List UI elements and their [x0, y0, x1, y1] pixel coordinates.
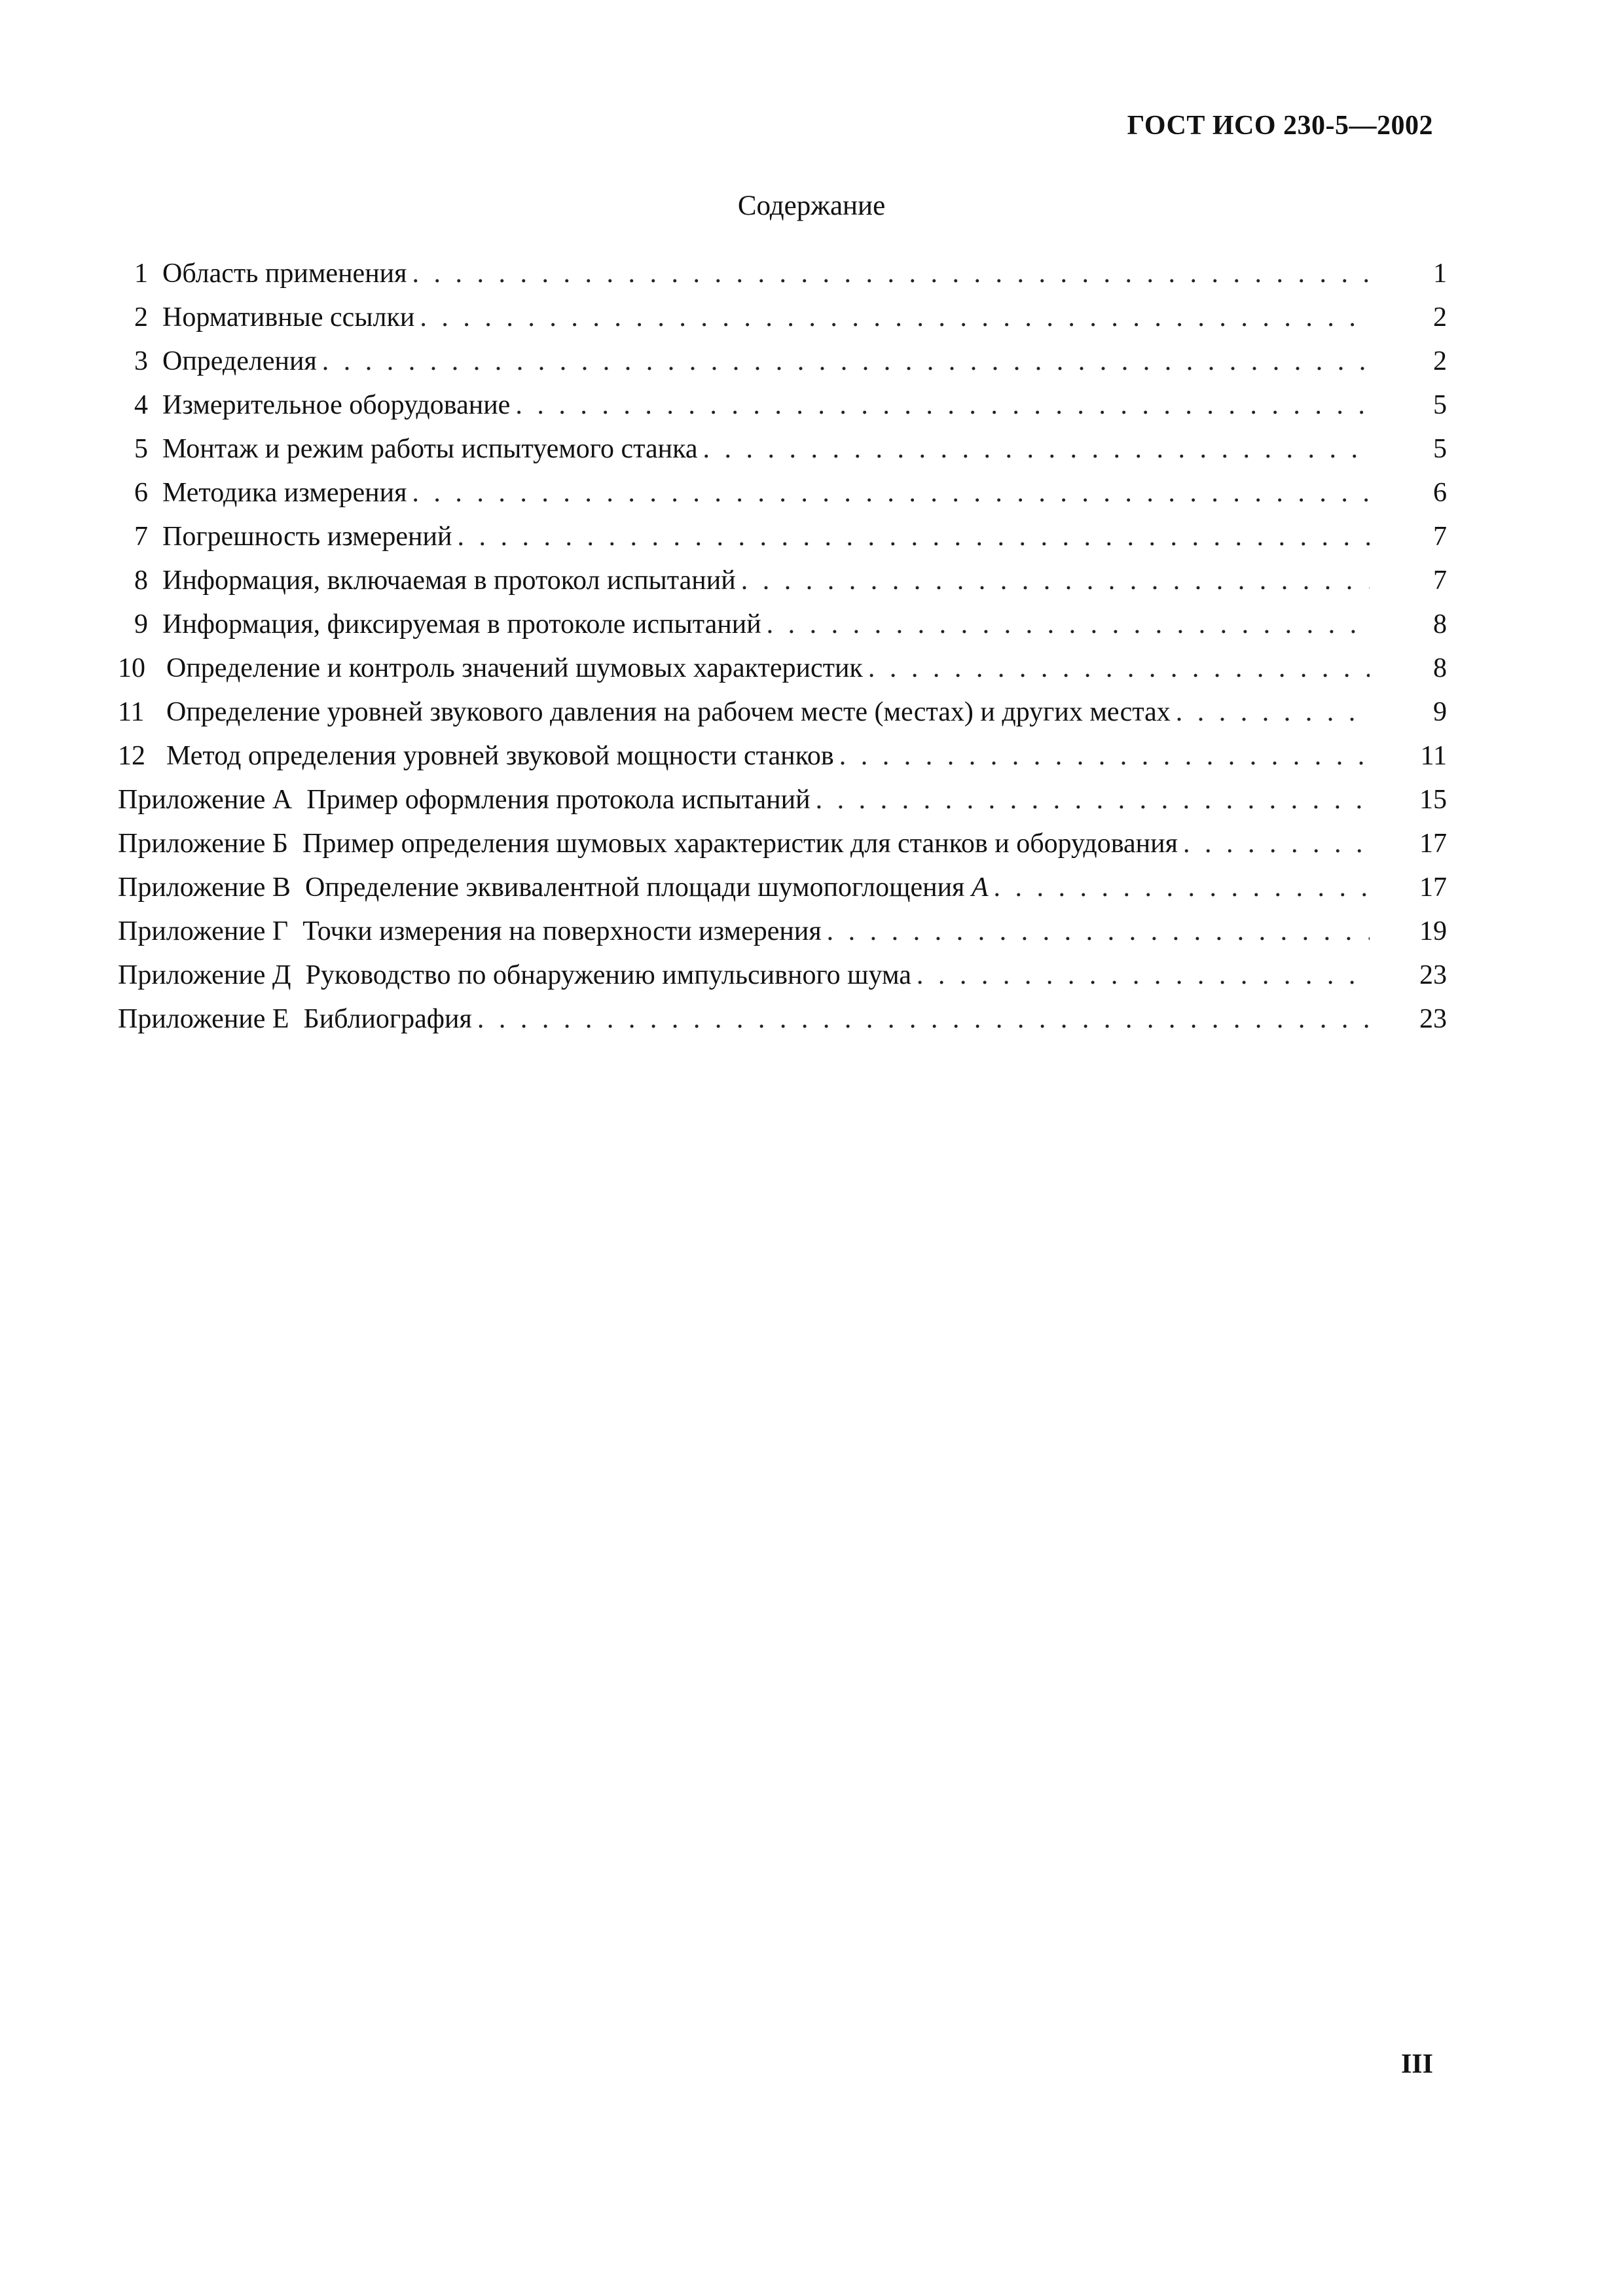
toc-leader-dots	[477, 997, 1370, 1041]
toc-entry-number: 11	[118, 697, 145, 727]
toc-appendix-entry[interactable]	[118, 954, 1447, 997]
document-code: ГОСТ ИСО 230-5—2002	[1127, 111, 1433, 141]
table-of-contents	[118, 252, 1447, 1041]
toc-entry-page: 7	[1433, 565, 1447, 596]
toc-entry-page: 17	[1419, 872, 1447, 903]
toc-entry[interactable]	[118, 296, 1447, 340]
toc-entry-page: 23	[1419, 1004, 1447, 1034]
toc-entry-title: Пример определения шумовых характеристик для станков и оборудования	[302, 829, 1178, 859]
toc-entry-title: Метод определения уровней звуковой мощности станков	[166, 741, 834, 771]
toc-appendix-entry[interactable]	[118, 778, 1447, 822]
toc-entry-page: 5	[1433, 434, 1447, 464]
toc-entry-title: Информация, фиксируемая в протоколе испытаний	[162, 609, 761, 639]
toc-entry-title: Монтаж и режим работы испытуемого станка	[162, 434, 698, 464]
toc-entry-number: 7	[134, 522, 148, 552]
toc-entry-page: 1	[1433, 259, 1447, 289]
toc-entry-page: 9	[1433, 697, 1447, 727]
toc-entry[interactable]	[118, 559, 1447, 603]
toc-leader-dots	[703, 427, 1370, 471]
toc-entry-title: Определения	[162, 346, 317, 376]
toc-entry-number: 2	[134, 302, 148, 332]
toc-entry-title: Погрешность измерений	[162, 522, 452, 552]
toc-appendix-entry[interactable]	[118, 910, 1447, 954]
toc-entry-number: 5	[134, 434, 148, 464]
toc-entry-number: 4	[134, 390, 148, 420]
toc-entry-page: 6	[1433, 478, 1447, 508]
toc-leader-dots	[816, 778, 1370, 822]
toc-leader-dots	[767, 603, 1370, 647]
toc-entry-title: Методика измерения	[162, 478, 407, 508]
toc-entry-number: 1	[134, 259, 148, 289]
toc-entry-number: Приложение Е	[118, 1004, 289, 1034]
toc-entry[interactable]	[118, 515, 1447, 559]
toc-entry-page: 19	[1419, 916, 1447, 946]
toc-entry-number: 9	[134, 609, 148, 639]
toc-leader-dots	[827, 910, 1370, 954]
toc-entry-title: Нормативные ссылки	[162, 302, 415, 332]
toc-entry[interactable]	[118, 252, 1447, 296]
toc-entry-title: Руководство по обнаружению импульсивного шума	[305, 960, 911, 990]
toc-leader-dots	[1176, 691, 1370, 734]
toc-entry-page: 11	[1420, 741, 1447, 771]
toc-entry-title: Библиография	[303, 1004, 472, 1034]
toc-leader-dots	[322, 340, 1370, 384]
toc-entry-title: Определение и контроль значений шумовых характеристик	[166, 653, 863, 683]
toc-entry-number: Приложение Б	[118, 829, 289, 859]
toc-entry-title-symbol: A	[971, 872, 989, 903]
toc-entry-number: 12	[118, 741, 145, 771]
toc-leader-dots	[917, 954, 1370, 997]
toc-entry-page: 2	[1433, 302, 1447, 332]
toc-leader-dots	[515, 384, 1370, 427]
toc-entry[interactable]	[118, 734, 1447, 778]
toc-entry-number: 8	[134, 565, 148, 596]
toc-entry-number: Приложение В	[118, 872, 291, 903]
toc-heading: Содержание	[737, 190, 886, 221]
toc-entry-title: Информация, включаемая в протокол испытаний	[162, 565, 736, 596]
toc-entry[interactable]	[118, 340, 1447, 384]
toc-entry-page: 8	[1433, 653, 1447, 683]
toc-entry[interactable]	[118, 427, 1447, 471]
toc-appendix-entry[interactable]	[118, 822, 1447, 866]
toc-appendix-entry[interactable]	[118, 866, 1447, 910]
toc-entry-page: 2	[1433, 346, 1447, 376]
page-number: III	[1400, 2049, 1433, 2079]
toc-leader-dots	[839, 734, 1370, 778]
toc-entry-title	[291, 866, 989, 910]
toc-leader-dots	[1183, 822, 1370, 866]
toc-entry-title-main: Определение эквивалентной площади шумопоглощения	[304, 872, 965, 903]
toc-entry-title: Определение уровней звукового давления на рабочем месте (местах) и других местах	[166, 697, 1171, 727]
toc-entry-title: Измерительное оборудование	[162, 390, 511, 420]
toc-leader-dots	[420, 296, 1370, 340]
toc-appendix-entry[interactable]	[118, 997, 1447, 1041]
toc-entry-number: 3	[134, 346, 148, 376]
toc-entry-number: Приложение Г	[118, 916, 289, 946]
toc-entry-number: Приложение Д	[118, 960, 291, 990]
toc-entry-title: Область применения	[162, 259, 407, 289]
toc-entry-page: 17	[1419, 829, 1447, 859]
toc-leader-dots	[868, 647, 1370, 691]
toc-entry-number: 10	[118, 653, 145, 683]
toc-entry[interactable]	[118, 647, 1447, 691]
toc-entry[interactable]	[118, 384, 1447, 427]
toc-leader-dots	[412, 471, 1370, 515]
toc-entry[interactable]	[118, 603, 1447, 647]
toc-entry-title: Пример оформления протокола испытаний	[306, 785, 811, 815]
toc-entry-page: 7	[1433, 522, 1447, 552]
toc-entry-number: 6	[134, 478, 148, 508]
toc-entry-page: 15	[1419, 785, 1447, 815]
toc-entry-number: Приложение А	[118, 785, 293, 815]
toc-leader-dots	[412, 252, 1370, 296]
toc-leader-dots	[741, 559, 1370, 603]
toc-entry[interactable]	[118, 471, 1447, 515]
toc-entry-page: 8	[1433, 609, 1447, 639]
toc-entry-title: Точки измерения на поверхности измерения	[302, 916, 822, 946]
toc-leader-dots	[994, 866, 1370, 910]
toc-entry-page: 5	[1433, 390, 1447, 420]
toc-leader-dots	[457, 515, 1370, 559]
toc-entry[interactable]	[118, 691, 1447, 734]
toc-entry-page: 23	[1419, 960, 1447, 990]
